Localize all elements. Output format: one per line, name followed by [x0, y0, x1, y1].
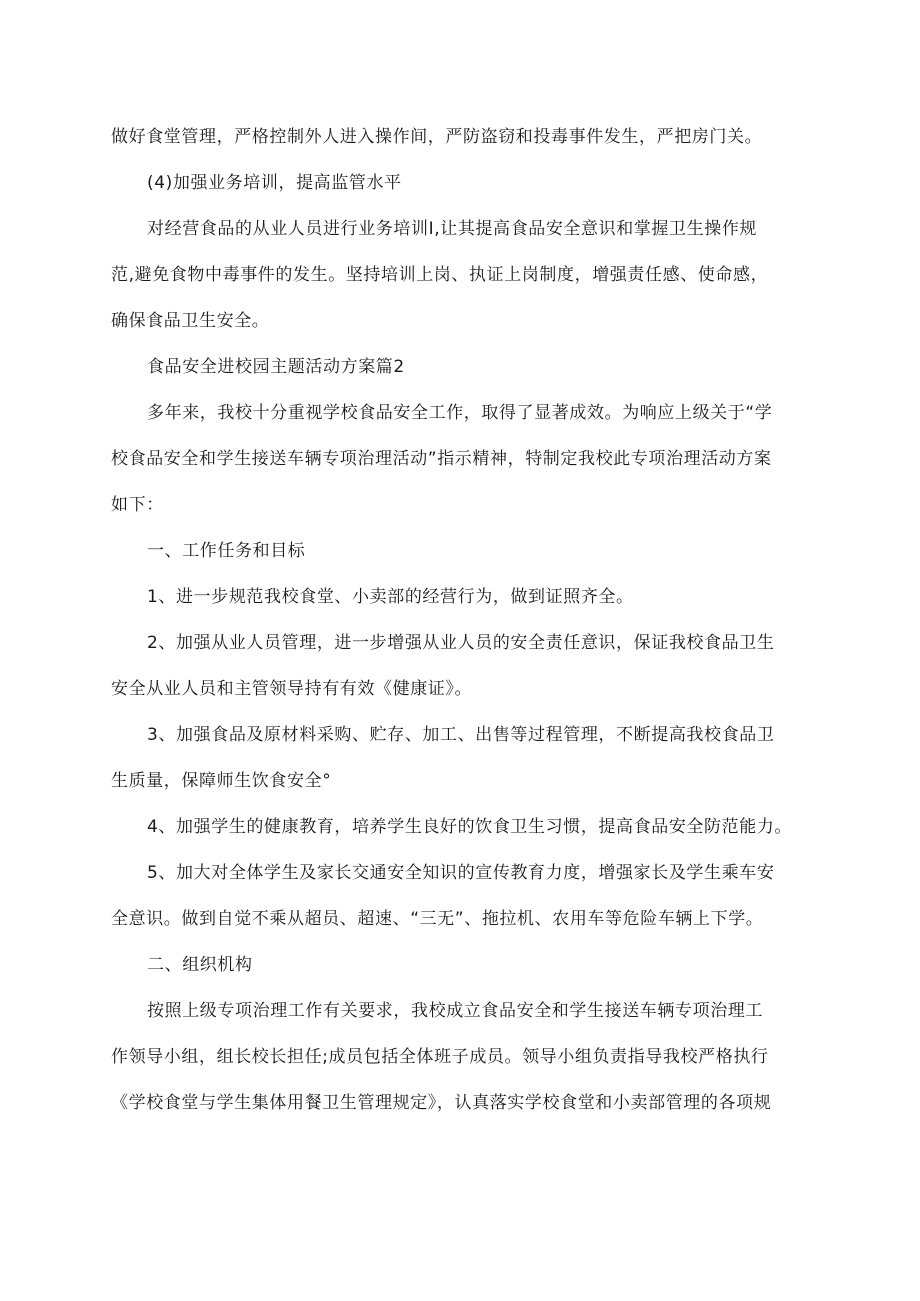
section-heading: (4)加强业务培训，提高监管水平 [147, 173, 402, 193]
list-item: 1、进一步规范我校食堂、小卖部的经营行为，做到证照齐全。 [147, 587, 634, 607]
text-line: 全意识。做到自觉不乘从超员、超速、“三无”、拖拉机、农用车等危险车辆上下学。 [111, 909, 764, 929]
section-heading: 一、工作任务和目标 [147, 541, 306, 561]
document-body [111, 119, 811, 1122]
text-line: 生质量，保障师生饮食安全° [111, 771, 332, 791]
list-item: 5、加大对全体学生及家长交通安全知识的宣传教育力度，增强家长及学生乘车安 [147, 863, 775, 883]
text-line: 对经营食品的从业人员进行业务培训I,让其提高食品安全意识和掌握卫生操作规 [147, 219, 758, 239]
text-line: 《学校食堂与学生集体用餐卫生管理规定》，认真落实学校食堂和小卖部管理的各项规 [111, 1093, 772, 1113]
section-heading: 二、组织机构 [147, 955, 253, 975]
text-line: 安全从业人员和主管领导持有有效《健康证》。 [111, 679, 473, 699]
document-title: 食品安全进校园主题活动方案篇2 [147, 357, 405, 377]
list-item: 3、加强食品及原材料采购、贮存、加工、出售等过程管理，不断提高我校食品卫 [147, 725, 775, 745]
text-line: 确保食品卫生安全。 [111, 311, 270, 331]
text-line: 按照上级专项治理工作有关要求，我校成立食品安全和学生接送车辆专项治理工 [147, 1001, 763, 1021]
text-line: 多年来，我校十分重视学校食品安全工作，取得了显著成效。为响应上级关于“学 [147, 403, 773, 423]
text-line: 做好食堂管理，严格控制外人进入操作间，严防盗窃和投毒事件发生，严把房门关。 [111, 127, 763, 147]
text-line: 范,避免食物中毒事件的发生。坚持培训上岗、执证上岗制度，增强责任感、使命感， [111, 265, 769, 285]
text-line: 作领导小组，组长校长担任;成员包括全体班子成员。领导小组负责指导我校严格执行 [111, 1047, 769, 1067]
list-item: 2、加强从业人员管理，进一步增强从业人员的安全责任意识，保证我校食品卫生 [147, 633, 775, 653]
text-line: 校食品安全和学生接送车辆专项治理活动”指示精神，特制定我校此专项治理活动方案 [111, 449, 772, 469]
text-line: 如下： [111, 495, 164, 515]
list-item: 4、加强学生的健康教育，培养学生良好的饮食卫生习惯，提高食品安全防范能力。 [147, 817, 793, 837]
